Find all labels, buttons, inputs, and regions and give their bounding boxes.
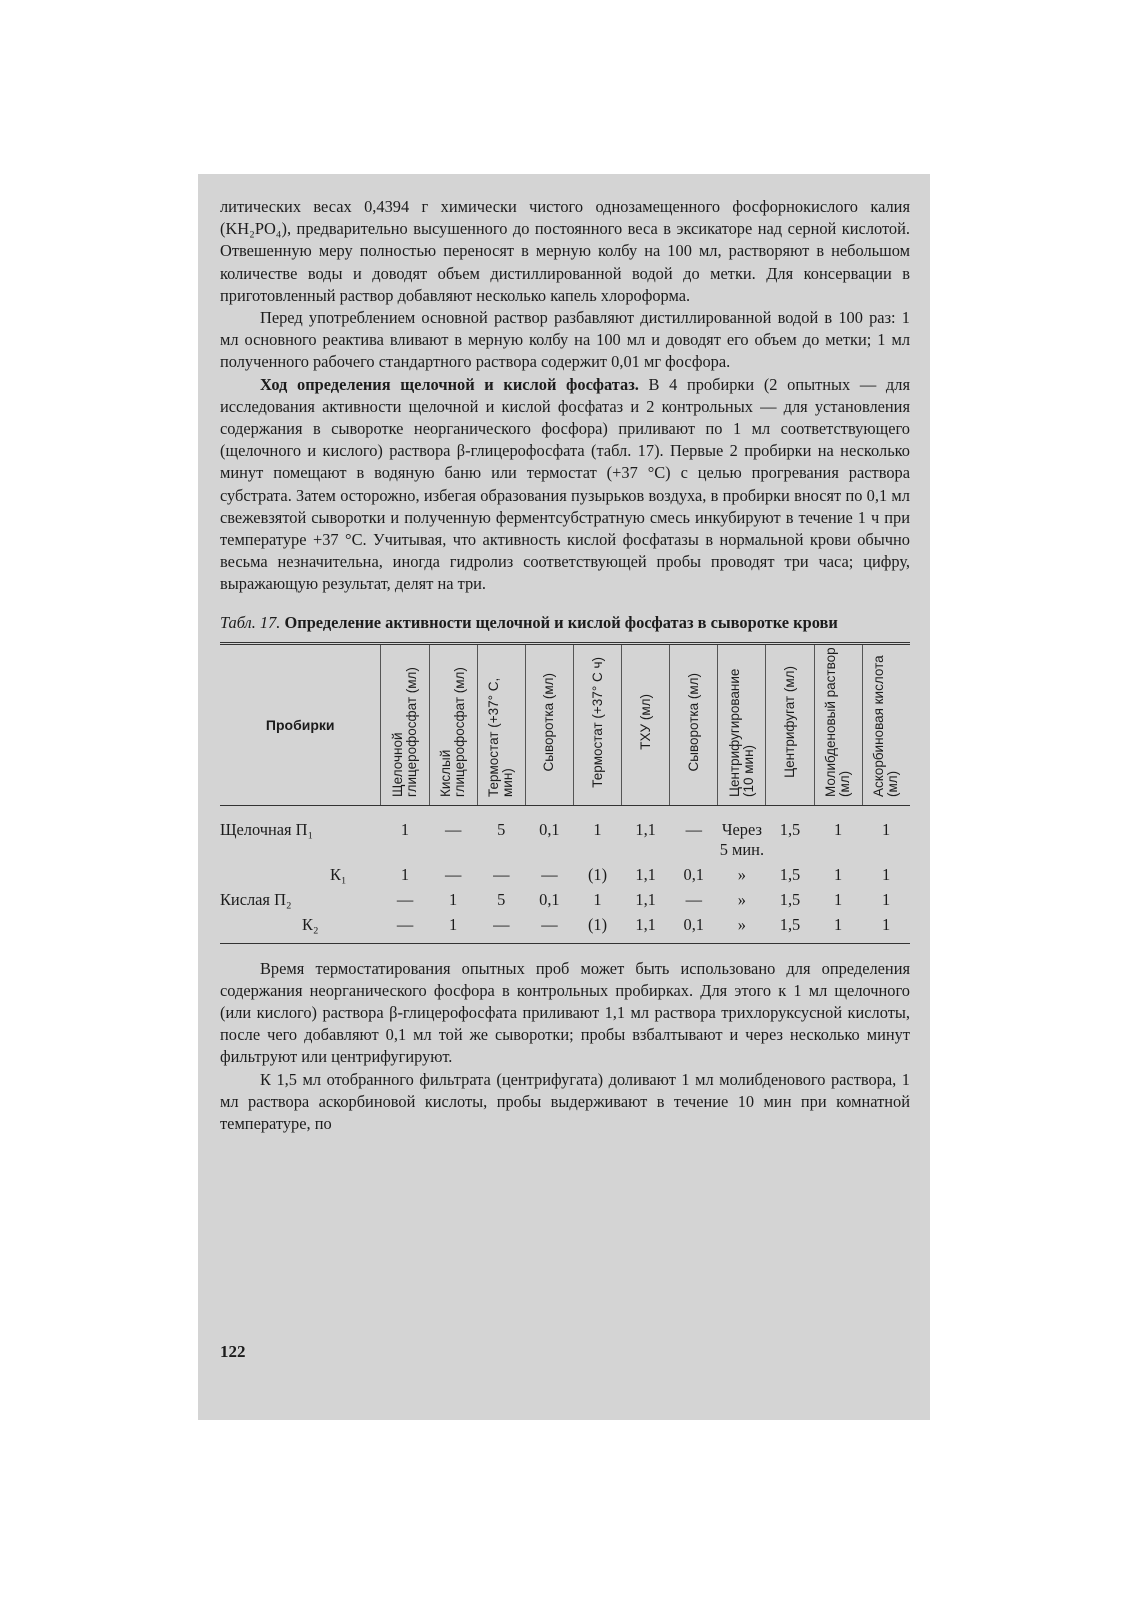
- column-header: Аскорбиновая кислота (мл): [862, 643, 910, 805]
- procedure-text: В 4 пробирки (2 опытных — для исследования активности щелочной и кислой фосфатаз и 2 контрольных — для установления содержания в сыворотке неорганического фосфора) приливают по 1 мл соответствующего (щелочного и кислого) раствора β-глицерофосфата (табл. 17). Первые 2 пробирки на несколько минут помещают в водяную баню или термостат (+37 °С) с целью прогревания раствора субстрата. Затем осторожно, избегая образования пузырьков воздуха, в пробирки вносят по 0,1 мл свежевзятой сыворотки и полученную ферментсубстратную смесь инкубируют в течение 1 ч при температуре +37 °С. Учитывая, что активность кислой фосфатазы в нормальной крови обычно весьма незначительна, иногда гидролиз соответствующей пробы проводят три часа; цифру, выражающую результат, делят на три.: [220, 374, 910, 594]
- column-header: Термостат (+37° С ч): [573, 643, 621, 805]
- book-page: [198, 174, 930, 1420]
- column-header: Щелочной глицерофосфат (мл): [381, 643, 429, 805]
- column-header: ТХУ (мл): [622, 643, 670, 805]
- table-cell: —: [685, 819, 702, 839]
- table-cell: —: [525, 910, 573, 944]
- table-cell: 1: [593, 889, 602, 909]
- row-name: Кислая П₂: [220, 889, 292, 909]
- table-cell: Через 5 мин.: [719, 819, 765, 859]
- table-cell: —: [541, 864, 558, 884]
- table-cell: »: [737, 889, 746, 909]
- page-content: [220, 196, 910, 1135]
- table-cell: 1,5: [779, 864, 801, 884]
- column-header: Кислый глицерофосфат (мл): [429, 643, 477, 805]
- table-cell: 1,1: [622, 910, 670, 944]
- table-cell: 1: [834, 889, 843, 909]
- column-header: Центрифугат (мл): [766, 643, 814, 805]
- table-cell: 5: [497, 889, 506, 909]
- paragraph-2: Перед употреблением основной раствор разбавляют дистиллированной водой в 100 раз: 1 мл основного реактива вливают в мерную колбу на 100 мл и доводят его объем до метки; 1 мл полученного рабочего стандартного раствора содержит 0,01 мг фосфора.: [220, 308, 910, 372]
- paragraph-1: литических весах 0,4394 г химически чистого однозамещенного фосфорнокислого калия (KH₂PO₄), предварительно высушенного до постоянного веса в эксикаторе над серной кислотой. Отвешенную меру полностью переносят в мерную колбу на 100 мл, растворяют в небольшом количестве воды и доводят объем дистиллированной водой до метки. Для консервации в приготовленный раствор добавляют несколько капель хлороформа.: [220, 197, 910, 305]
- table-row: [220, 860, 910, 885]
- table-cell: —: [477, 910, 525, 944]
- table-cell: 1: [400, 819, 410, 839]
- table-cell: 0,1: [670, 910, 718, 944]
- table-cell: —: [444, 819, 462, 839]
- row-name: К₁: [330, 864, 347, 884]
- table-cell: »: [718, 910, 766, 944]
- column-header: Молибденовый раствор (мл): [814, 643, 862, 805]
- procedure-heading: Ход определения щелочной и кислой фосфатаз.: [260, 374, 639, 394]
- table-cell: 1,1: [635, 864, 656, 884]
- procedure-paragraph: [220, 374, 910, 596]
- table-cell: —: [381, 910, 429, 944]
- table-cell: 1,1: [635, 889, 656, 909]
- paragraph-after-table-1: Время термостатирования опытных проб может быть использовано для определения содержания неорганического фосфора в контрольных пробирках. Для этого к 1 мл щелочного (или кислого) раствора β-глицерофосфата приливают 1,1 мл раствора трихлоруксусной кислоты, после чего добавляют 0,1 мл той же сыворотки; пробы взбалтывают и через несколько минут фильтруют или центрифугируют.: [220, 958, 910, 1067]
- row-name: Щелочная П₁: [220, 819, 314, 839]
- table-cell: 1,5: [766, 910, 814, 944]
- table-cell: 1: [862, 910, 910, 944]
- table-cell: 1: [814, 910, 862, 944]
- table-cell: 1: [449, 889, 458, 909]
- table-cell: 1: [429, 910, 477, 944]
- table-cell: 1: [882, 864, 891, 884]
- table-cell: 1: [834, 819, 843, 839]
- paragraph-after-table-2: К 1,5 мл отобранного фильтрата (центрифугата) доливают 1 мл молибденового раствора, 1 мл раствора аскорбиновой кислоты, пробы выдерживают в течение 10 мин при комнатной температуре, по: [220, 1069, 910, 1134]
- table-cell: —: [685, 889, 702, 909]
- table-cell: (1): [587, 864, 608, 884]
- table-cell: 1: [400, 864, 410, 884]
- table-cell: 0,1: [539, 889, 560, 909]
- table-cell: 5: [497, 819, 506, 839]
- table-cell: 1,5: [779, 889, 801, 909]
- table-cell: (1): [573, 910, 621, 944]
- table-cell: 1,5: [779, 819, 801, 839]
- table-cell: —: [444, 864, 462, 884]
- table-row: [220, 910, 910, 944]
- row-name: К₂: [220, 910, 381, 944]
- table-title: Определение активности щелочной и кислой фосфатаз в сыворотке крови: [284, 612, 838, 632]
- table-cell: »: [737, 864, 746, 884]
- table-cell: 1: [882, 819, 891, 839]
- table-caption: [220, 612, 910, 634]
- column-header: Сыворотка (мл): [525, 643, 573, 805]
- table-cell: 1,1: [635, 819, 656, 839]
- column-header: Сыворотка (мл): [670, 643, 718, 805]
- phosphatase-table: [220, 642, 910, 944]
- column-header: Термостат (+37° С, мин): [477, 643, 525, 805]
- table-cell: —: [396, 889, 414, 909]
- table-label: Табл. 17.: [220, 612, 281, 632]
- page-number: 122: [220, 1342, 246, 1361]
- table-cell: 1: [593, 819, 602, 839]
- column-header-tubes: Пробирки: [220, 643, 381, 805]
- column-header: Центрифугирование (10 мин): [718, 643, 766, 805]
- table-cell: 1: [882, 889, 891, 909]
- table-cell: 0,1: [683, 864, 705, 884]
- table-cell: 1: [834, 864, 843, 884]
- table-cell: —: [493, 864, 510, 884]
- table-row: [220, 805, 910, 860]
- table-row: [220, 885, 910, 910]
- table-cell: 0,1: [539, 819, 560, 839]
